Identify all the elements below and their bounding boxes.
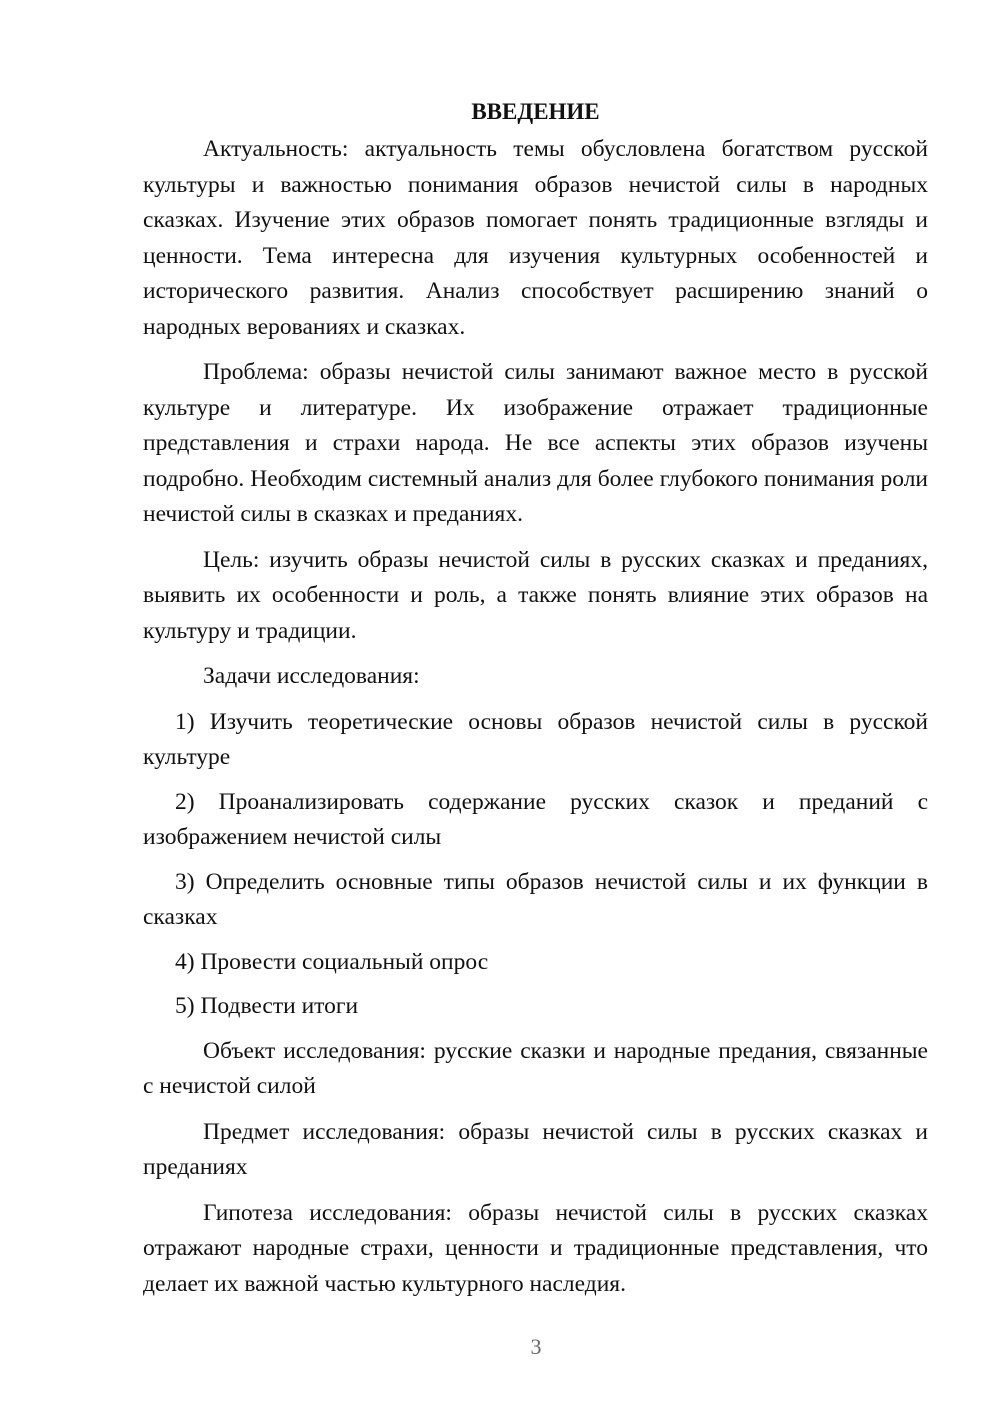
tasks-list — [143, 705, 928, 1025]
page-body — [143, 94, 928, 1312]
relevance-paragraph: Актуальность: актуальность темы обусловлена богатством русской культуры и важностью понимания образов нечистой силы в народных сказках. Изучение этих образов помогает понять традиционные взгляды и ценности. Тема интересна для изучения культурных особенностей и исторического развития. Анализ способствует расширению знаний о народных верованиях и сказках. — [143, 136, 928, 340]
subject-paragraph: Предмет исследования: образы нечистой силы в русских сказках и преданиях — [143, 1118, 928, 1180]
section-title: ВВЕДЕНИЕ — [471, 99, 600, 124]
task-item: 2) Проанализировать содержание русских сказок и преданий с изображением нечистой силы — [143, 788, 928, 850]
task-item: 5) Подвести итоги — [175, 993, 359, 1019]
problem-paragraph: Проблема: образы нечистой силы занимают важное место в русской культуре и литературе. Их изображение отражает традиционные представления и страхи народа. Не все аспекты этих образов изучены подробно. Необходим системный анализ для более глубокого понимания роли нечистой силы в сказках и преданиях. — [143, 359, 928, 527]
hypothesis-paragraph: Гипотеза исследования: образы нечистой силы в русских сказках отражают народные страхи, ценности и традиционные представления, что делает их важной частью культурного наследия. — [143, 1199, 928, 1297]
task-item: 1) Изучить теоретические основы образов нечистой силы в русской культуре — [143, 708, 928, 770]
goal-paragraph: Цель: изучить образы нечистой силы в русских сказках и преданиях, выявить их особенности и роль, а также понять влияние этих образов на культуру и традиции. — [143, 546, 928, 644]
object-paragraph: Объект исследования: русские сказки и народные предания, связанные с нечистой силой — [143, 1037, 928, 1099]
task-item: 3) Определить основные типы образов нечистой силы и их функции в сказках — [143, 868, 928, 930]
tasks-heading: Задачи исследования: — [203, 663, 420, 689]
page-number: 3 — [530, 1334, 542, 1359]
task-item: 4) Провести социальный опрос — [175, 948, 489, 975]
